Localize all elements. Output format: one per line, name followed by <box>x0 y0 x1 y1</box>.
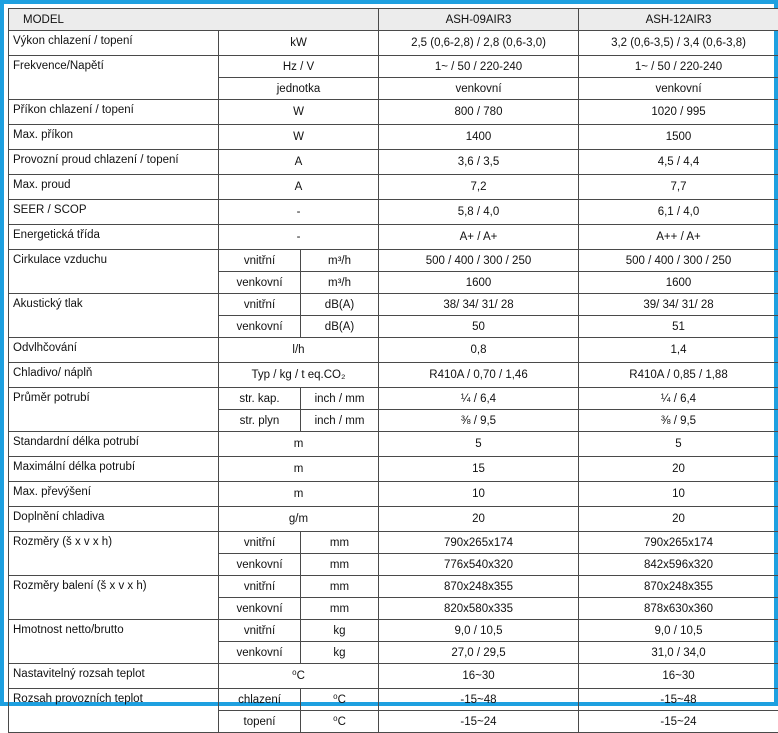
row-label: Rozměry balení (š x v x h) <box>9 576 219 620</box>
row-unit: mm <box>301 576 379 598</box>
model-1-value: 5,8 / 4,0 <box>379 200 579 225</box>
model-2-value: 16~30 <box>579 664 778 689</box>
model-2-value: ¼ / 6,4 <box>579 388 778 410</box>
row-label: Maximální délka potrubí <box>9 457 219 482</box>
row-unit: jednotka <box>219 78 379 100</box>
row-unit: W <box>219 100 379 125</box>
row-unit: Hz / V <box>219 56 379 78</box>
row-subtype: venkovní <box>219 642 301 664</box>
model-1-value: R410A / 0,70 / 1,46 <box>379 363 579 388</box>
model-1-value: 790x265x174 <box>379 532 579 554</box>
row-label: Frekvence/Napětí <box>9 56 219 100</box>
model-2-value: 31,0 / 34,0 <box>579 642 778 664</box>
model-1-value: ⅜ / 9,5 <box>379 410 579 432</box>
row-unit: kW <box>219 31 379 56</box>
model-1-value: 16~30 <box>379 664 579 689</box>
row-subtype: chlazení <box>219 689 301 711</box>
table-row <box>9 689 778 711</box>
row-label: Cirkulace vzduchu <box>9 250 219 294</box>
row-unit: ⁰C <box>219 664 379 689</box>
row-unit: - <box>219 200 379 225</box>
row-subtype: str. plyn <box>219 410 301 432</box>
row-subtype: venkovní <box>219 272 301 294</box>
row-unit: kg <box>301 620 379 642</box>
row-unit: - <box>219 225 379 250</box>
model-2-value: -15~48 <box>579 689 778 711</box>
table-row <box>9 56 778 78</box>
model-1-value: 2,5 (0,6-2,8) / 2,8 (0,6-3,0) <box>379 31 579 56</box>
row-unit: ⁰C <box>301 711 379 733</box>
model-2-value: 878x630x360 <box>579 598 778 620</box>
model-2-value: 3,2 (0,6-3,5) / 3,4 (0,6-3,8) <box>579 31 778 56</box>
table-row <box>9 363 778 388</box>
row-subtype: vnitřní <box>219 576 301 598</box>
model-2-value: 7,7 <box>579 175 778 200</box>
model-2-value: 790x265x174 <box>579 532 778 554</box>
model-1-value: -15~48 <box>379 689 579 711</box>
model-2-value: 5 <box>579 432 778 457</box>
row-unit: m³/h <box>301 250 379 272</box>
model-2-value: 1500 <box>579 125 778 150</box>
row-unit: l/h <box>219 338 379 363</box>
row-subtype: venkovní <box>219 316 301 338</box>
table-row <box>9 175 778 200</box>
row-subtype: vnitřní <box>219 532 301 554</box>
row-label: Rozsah provozních teplot <box>9 689 219 733</box>
row-subtype: venkovní <box>219 598 301 620</box>
row-unit: A <box>219 175 379 200</box>
table-row <box>9 225 778 250</box>
model-1-value: 870x248x355 <box>379 576 579 598</box>
row-subtype: topení <box>219 711 301 733</box>
row-unit: m <box>219 457 379 482</box>
row-unit: m³/h <box>301 272 379 294</box>
row-subtype: vnitřní <box>219 620 301 642</box>
row-label: Hmotnost netto/brutto <box>9 620 219 664</box>
row-label: Provozní proud chlazení / topení <box>9 150 219 175</box>
model-1-value: 9,0 / 10,5 <box>379 620 579 642</box>
row-label: Energetická třída <box>9 225 219 250</box>
model-2-value: venkovní <box>579 78 778 100</box>
model-1-value: 38/ 34/ 31/ 28 <box>379 294 579 316</box>
model-2-value: 842x596x320 <box>579 554 778 576</box>
row-label: Standardní délka potrubí <box>9 432 219 457</box>
row-unit: mm <box>301 554 379 576</box>
row-unit: m <box>219 482 379 507</box>
model-1-value: 5 <box>379 432 579 457</box>
model-1-value: 20 <box>379 507 579 532</box>
table-row <box>9 576 778 598</box>
table-row <box>9 620 778 642</box>
row-unit: mm <box>301 598 379 620</box>
row-subtype: vnitřní <box>219 294 301 316</box>
model-2-value: ⅜ / 9,5 <box>579 410 778 432</box>
row-label: Výkon chlazení / topení <box>9 31 219 56</box>
model-1-value: 1400 <box>379 125 579 150</box>
row-unit: A <box>219 150 379 175</box>
model-1-value: 820x580x335 <box>379 598 579 620</box>
model-1-value: 800 / 780 <box>379 100 579 125</box>
table-row <box>9 125 778 150</box>
table-row <box>9 31 778 56</box>
table-row <box>9 100 778 125</box>
model-1-value: 0,8 <box>379 338 579 363</box>
row-label: Doplnění chladiva <box>9 507 219 532</box>
model-1-value: venkovní <box>379 78 579 100</box>
row-label: Odvlhčování <box>9 338 219 363</box>
model-1-value: ¼ / 6,4 <box>379 388 579 410</box>
table-row <box>9 338 778 363</box>
table-row <box>9 200 778 225</box>
model-1-value: 1600 <box>379 272 579 294</box>
model-1-value: 3,6 / 3,5 <box>379 150 579 175</box>
model-2-value: 1,4 <box>579 338 778 363</box>
row-unit: m <box>219 432 379 457</box>
table-row <box>9 294 778 316</box>
model-1-value: 1~ / 50 / 220-240 <box>379 56 579 78</box>
row-unit: dB(A) <box>301 294 379 316</box>
model-2-value: 4,5 / 4,4 <box>579 150 778 175</box>
model-2-value: 39/ 34/ 31/ 28 <box>579 294 778 316</box>
row-label: Průměr potrubí <box>9 388 219 432</box>
model-2-value: 870x248x355 <box>579 576 778 598</box>
model-1-value: 500 / 400 / 300 / 250 <box>379 250 579 272</box>
model-1-value: -15~24 <box>379 711 579 733</box>
model-1-value: 27,0 / 29,5 <box>379 642 579 664</box>
row-label: Nastavitelný rozsah teplot <box>9 664 219 689</box>
table-row <box>9 250 778 272</box>
model-2-value: 1600 <box>579 272 778 294</box>
row-unit: ⁰C <box>301 689 379 711</box>
model-2-value: 20 <box>579 507 778 532</box>
model-1-value: 776x540x320 <box>379 554 579 576</box>
model-2-value: -15~24 <box>579 711 778 733</box>
spec-table <box>8 8 778 733</box>
table-row <box>9 388 778 410</box>
table-row <box>9 482 778 507</box>
model-1-value: A+ / A+ <box>379 225 579 250</box>
model-2-value: 20 <box>579 457 778 482</box>
model-1-value: 10 <box>379 482 579 507</box>
row-label: SEER / SCOP <box>9 200 219 225</box>
model-1-value: 7,2 <box>379 175 579 200</box>
row-unit: kg <box>301 642 379 664</box>
model-1-value: 15 <box>379 457 579 482</box>
table-row <box>9 507 778 532</box>
row-label: Chladivo/ náplň <box>9 363 219 388</box>
row-unit: g/m <box>219 507 379 532</box>
row-label: Max. proud <box>9 175 219 200</box>
row-unit: W <box>219 125 379 150</box>
row-subtype: vnitřní <box>219 250 301 272</box>
row-label: Příkon chlazení / topení <box>9 100 219 125</box>
model-2-value: 10 <box>579 482 778 507</box>
model-1-value: 50 <box>379 316 579 338</box>
row-unit: inch / mm <box>301 388 379 410</box>
model-2-value: 500 / 400 / 300 / 250 <box>579 250 778 272</box>
model-label: MODEL <box>9 9 379 31</box>
row-unit: Typ / kg / t eq.CO₂ <box>219 363 379 388</box>
model-2-value: 1~ / 50 / 220-240 <box>579 56 778 78</box>
table-row <box>9 664 778 689</box>
header-row <box>9 9 778 31</box>
table-row <box>9 457 778 482</box>
model-2-value: 1020 / 995 <box>579 100 778 125</box>
model-2-value: R410A / 0,85 / 1,88 <box>579 363 778 388</box>
model-2-value: A++ / A+ <box>579 225 778 250</box>
model-2-value: 6,1 / 4,0 <box>579 200 778 225</box>
model-2-value: 9,0 / 10,5 <box>579 620 778 642</box>
row-label: Akustický tlak <box>9 294 219 338</box>
row-unit: inch / mm <box>301 410 379 432</box>
model-2-value: 51 <box>579 316 778 338</box>
table-row <box>9 532 778 554</box>
table-row <box>9 150 778 175</box>
table-row <box>9 432 778 457</box>
row-unit: mm <box>301 532 379 554</box>
row-subtype: venkovní <box>219 554 301 576</box>
model-2-header: ASH-12AIR3 <box>579 9 778 31</box>
row-unit: dB(A) <box>301 316 379 338</box>
row-label: Max. příkon <box>9 125 219 150</box>
row-subtype: str. kap. <box>219 388 301 410</box>
model-1-header: ASH-09AIR3 <box>379 9 579 31</box>
row-label: Max. převýšení <box>9 482 219 507</box>
row-label: Rozměry (š x v x h) <box>9 532 219 576</box>
